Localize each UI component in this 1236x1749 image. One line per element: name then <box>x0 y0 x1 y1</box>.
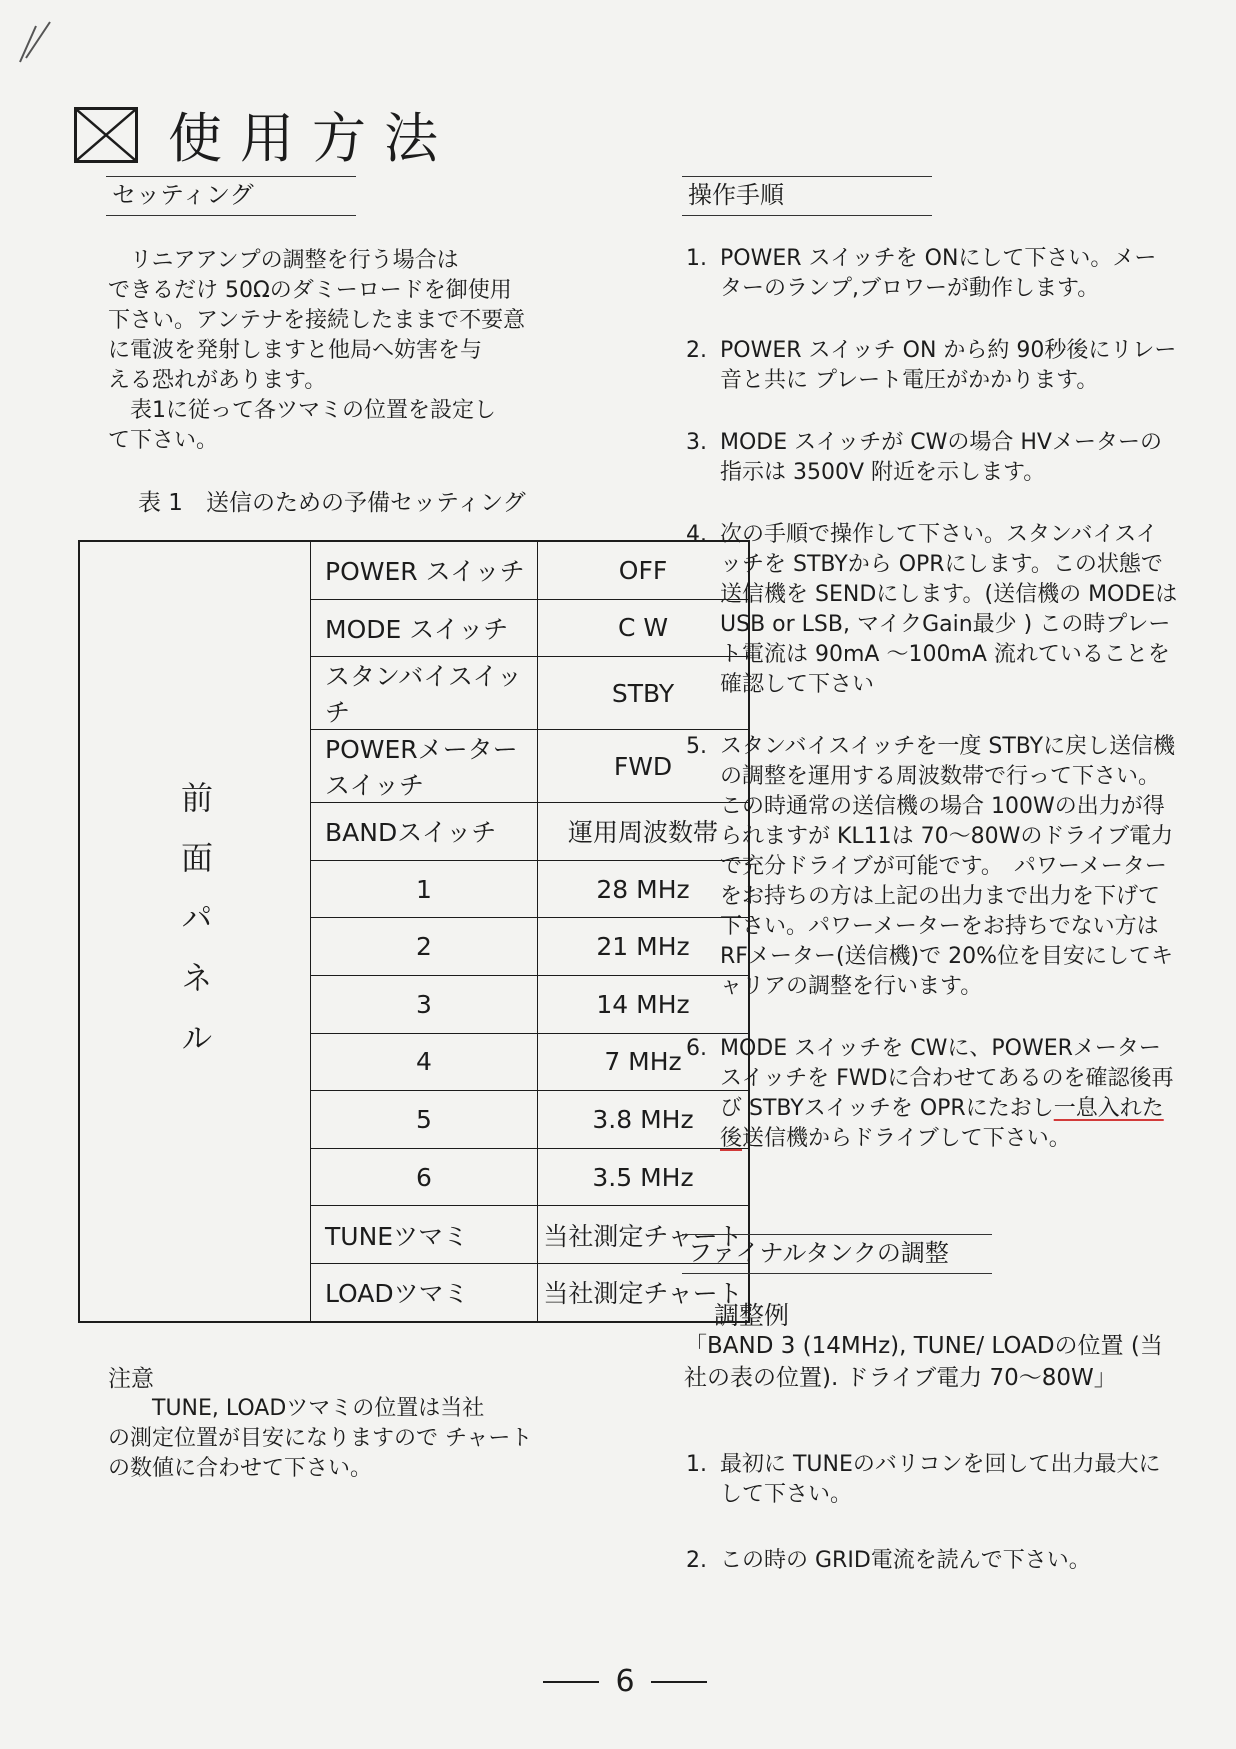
table-cell-label: 5 <box>311 1091 538 1149</box>
setting-line: リニアアンプの調整を行う場合は <box>108 248 459 273</box>
table-cell-value: 運用周波数帯 <box>538 803 750 861</box>
title-text: 使用方法 <box>168 107 456 170</box>
procedure-step <box>686 336 1178 396</box>
table-cell-label: 1 <box>311 860 538 918</box>
step-text: POWER スイッチ ON から約 90秒後にリレー音と共に プレート電圧がかかります。 <box>720 338 1177 393</box>
table-cell-value: 当社測定チャート <box>538 1206 750 1264</box>
front-panel-label: 前面パネル <box>79 541 311 1322</box>
note-line: の測定位置が目安になりますので チャート <box>108 1426 533 1451</box>
note-line: TUNE, LOADツマミの位置は当社 <box>108 1396 485 1421</box>
setting-line: 下さい。アンテナを接続したままで不要意 <box>108 308 526 333</box>
table-cell-value: 28 MHz <box>538 860 750 918</box>
step-text: 最初に TUNEのバリコンを回して出力最大にして下さい。 <box>720 1452 1161 1507</box>
setting-line: える恐れがあります。 <box>108 368 327 393</box>
page-number-text: 6 <box>615 1664 635 1699</box>
table-caption: 表 1 送信のための予備セッティング <box>138 490 526 516</box>
setting-line: できるだけ 50Ωのダミーロードを御使用 <box>108 278 512 303</box>
table-row <box>79 541 749 599</box>
settings-table <box>78 540 750 1323</box>
example-title: 調整例 <box>714 1301 790 1330</box>
final-tank-steps <box>686 1450 1178 1576</box>
table-cell-label: 3 <box>311 975 538 1033</box>
setting-line: に電波を発射しますと他局へ妨害を与 <box>108 338 483 363</box>
setting-line: て下さい。 <box>108 428 219 453</box>
table-cell-label: POWERメータースイッチ <box>311 730 538 803</box>
procedure-step <box>686 732 1178 1002</box>
table-cell-label: LOADツマミ <box>311 1263 538 1321</box>
setting-paragraph <box>108 246 578 456</box>
setting-heading: セッティング <box>106 176 356 216</box>
procedure-steps <box>686 244 1178 1154</box>
setting-line: 表1に従って各ツマミの位置を設定し <box>108 398 496 423</box>
table-cell-value: STBY <box>538 657 750 730</box>
pencil-mark-icon <box>14 18 54 68</box>
procedure-step <box>686 520 1178 700</box>
table-cell-value: 当社測定チャート <box>538 1263 750 1321</box>
table-cell-label: スタンバイスイッチ <box>311 657 538 730</box>
page-number <box>520 1664 730 1699</box>
table-cell-value: 3.5 MHz <box>538 1148 750 1206</box>
step-text: この時の GRID電流を読んで下さい。 <box>720 1548 1091 1573</box>
step-number: 6. <box>686 1036 707 1061</box>
table-cell-label: MODE スイッチ <box>311 599 538 657</box>
step-text: MODE スイッチが CWの場合 HVメーターの指示は 3500V 附近を示します。 <box>720 430 1162 485</box>
step-text <box>720 1034 1178 1154</box>
table-cell-value: 14 MHz <box>538 975 750 1033</box>
procedure-step <box>686 428 1178 488</box>
note-heading: 注意 <box>108 1366 154 1392</box>
step-number: 3. <box>686 430 707 455</box>
final-tank-heading: ファイナルタンクの調整 <box>682 1234 992 1274</box>
step-text: POWER スイッチを ONにして下さい。メーターのランプ,ブロワーが動作します。 <box>720 246 1157 301</box>
step-text: スタンバイスイッチを一度 STBYに戻し送信機の調整を運用する周波数帯で行って下さい。この時通常の送信機の場合 100Wの出力が得られますが KL11は 70～80Wのドライブ電力で充分ドライブが可能です。 パワーメーターをお持ちの方は上記の出力まで出力を下げて下さい。パワーメーターをお持ちでない方は RFメーター(送信機)で 20%位を目安にしてキャリアの調整を行います。 <box>720 734 1176 999</box>
table-cell-value: 21 MHz <box>538 918 750 976</box>
table-cell-value: C W <box>538 599 750 657</box>
procedure-heading: 操作手順 <box>682 176 932 216</box>
table-cell-value: OFF <box>538 541 750 599</box>
table-cell-value: 3.8 MHz <box>538 1091 750 1149</box>
table-cell-label: POWER スイッチ <box>311 541 538 599</box>
page-title <box>74 96 456 173</box>
table-cell-label: TUNEツマミ <box>311 1206 538 1264</box>
table-cell-label: BANDスイッチ <box>311 803 538 861</box>
dash-left <box>543 1681 599 1683</box>
example-text: 「BAND 3 (14MHz), TUNE/ LOADの位置 (当社の表の位置). ドライブ電力 70～80W」 <box>684 1333 1163 1391</box>
step-text-part: MODE スイッチを CWに、POWERメータースイッチを FWDに合わせてあるのを確認後再び STBYスイッチを OPRにたおし <box>720 1036 1174 1121</box>
underlined-phrase: 一息入れた後 <box>720 1096 1164 1151</box>
note-line: の数値に合わせて下さい。 <box>108 1456 373 1481</box>
table-cell-value: FWD <box>538 730 750 803</box>
step-number: 2. <box>686 1548 707 1573</box>
checkbox-icon <box>74 107 138 163</box>
table-cell-label: 2 <box>311 918 538 976</box>
table-cell-label: 4 <box>311 1033 538 1091</box>
step-text: 次の手順で操作して下さい。スタンバイスイッチを STBYから OPRにします。この状態で送信機を SENDにします。(送信機の MODEは USB or LSB, マイクGain最少 ) この時プレート電流は 90mA ～100mA 流れていることを確認して下さい <box>720 522 1178 697</box>
step-number: 1. <box>686 1452 707 1477</box>
step-number: 4. <box>686 522 707 547</box>
step-number: 2. <box>686 338 707 363</box>
dash-right <box>651 1681 707 1683</box>
table-cell-value: 7 MHz <box>538 1033 750 1091</box>
table-cell-label: 6 <box>311 1148 538 1206</box>
procedure-step <box>686 244 1178 304</box>
procedure-step <box>686 1034 1178 1154</box>
final-tank-step <box>686 1450 1178 1510</box>
step-number: 1. <box>686 246 707 271</box>
note-paragraph <box>108 1394 588 1484</box>
step-text-part: 送信機からドライブして下さい。 <box>742 1126 1071 1151</box>
step-number: 5. <box>686 734 707 759</box>
final-tank-step <box>686 1546 1178 1576</box>
